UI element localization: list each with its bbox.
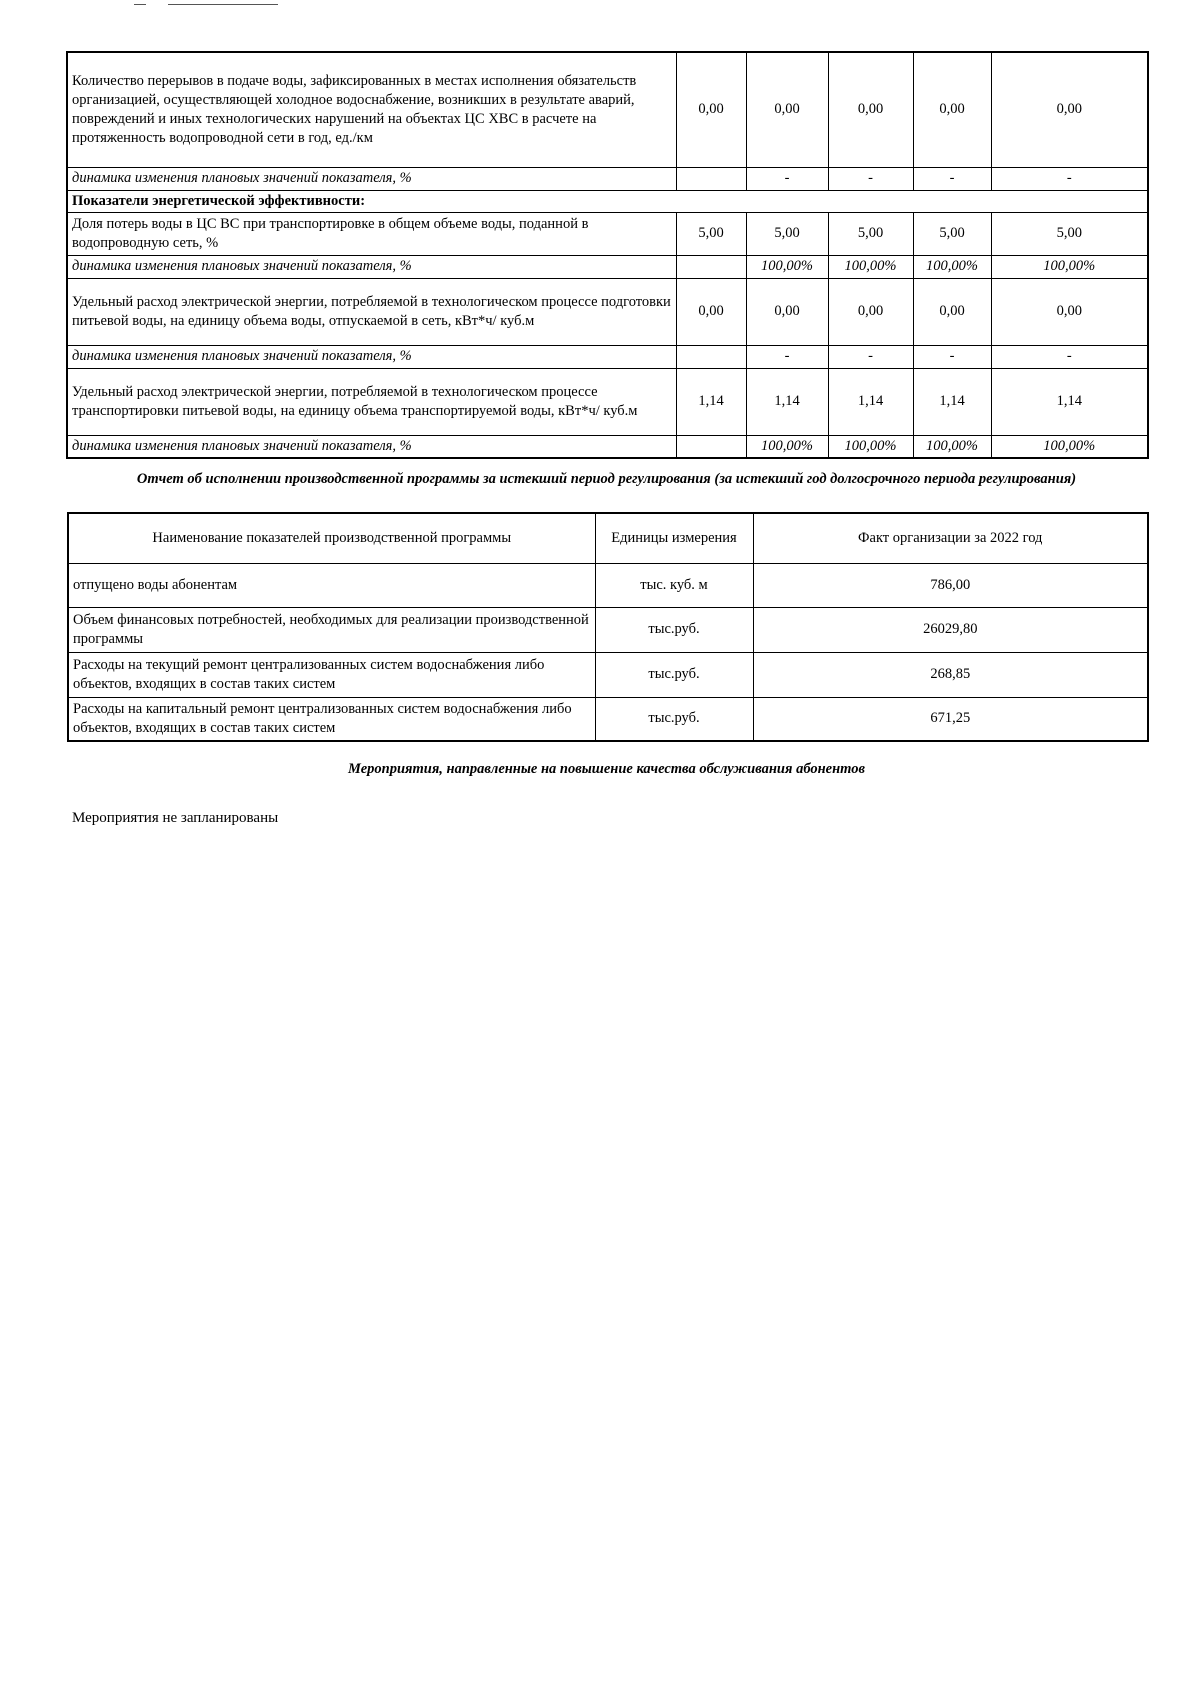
dynamics-label: динамика изменения плановых значений показателя, % (67, 345, 676, 368)
table-row (67, 52, 1148, 167)
dynamics-value: - (746, 167, 828, 190)
indicator-label: Удельный расход электрической энергии, потребляемой в технологическом процессе подготовки питьевой воды, на единицу объема воды, отпускаемой в сеть, кВт*ч/ куб.м (67, 278, 676, 345)
dynamics-value: 100,00% (991, 435, 1148, 458)
indicators-table (66, 51, 1149, 459)
table-header-row (68, 513, 1148, 563)
fact-value: 268,85 (753, 652, 1148, 697)
indicator-label: Доля потерь воды в ЦС ВС при транспортировке в общем объеме воды, поданной в водопроводную сеть, % (67, 212, 676, 255)
indicator-name: Объем финансовых потребностей, необходимых для реализации производственной программы (68, 607, 595, 652)
unit-cell: тыс. куб. м (595, 563, 753, 607)
unit-cell: тыс.руб. (595, 652, 753, 697)
indicator-value: 0,00 (913, 52, 991, 167)
indicator-value: 5,00 (828, 212, 913, 255)
fact-value: 671,25 (753, 697, 1148, 741)
table-row (67, 167, 1148, 190)
column-header-name: Наименование показателей производственной программы (68, 513, 595, 563)
indicator-value: 5,00 (676, 212, 746, 255)
indicator-value: 1,14 (913, 368, 991, 435)
unit-cell: тыс.руб. (595, 607, 753, 652)
column-header-unit: Единицы измерения (595, 513, 753, 563)
indicator-value: 1,14 (828, 368, 913, 435)
indicator-value: 0,00 (991, 278, 1148, 345)
indicator-value: 0,00 (991, 52, 1148, 167)
measures-text: Мероприятия не запланированы (72, 810, 279, 826)
report-heading: Отчет об исполнении производственной программы за истекший период регулирования (за истекший год долгосрочного периода регулирования) (136, 471, 1077, 487)
indicator-name: отпущено воды абонентам (68, 563, 595, 607)
dynamics-label: динамика изменения плановых значений показателя, % (67, 167, 676, 190)
indicator-value: 0,00 (828, 52, 913, 167)
indicator-value: 0,00 (746, 52, 828, 167)
table-row (67, 278, 1148, 345)
table-row (67, 212, 1148, 255)
table-row (67, 190, 1148, 212)
indicator-value: 1,14 (746, 368, 828, 435)
dynamics-value (676, 167, 746, 190)
dynamics-value: - (828, 345, 913, 368)
dynamics-value: 100,00% (913, 435, 991, 458)
dynamics-label: динамика изменения плановых значений показателя, % (67, 435, 676, 458)
indicator-label: Удельный расход электрической энергии, потребляемой в технологическом процессе транспортировки питьевой воды, на единицу объема транспортируемой воды, кВт*ч/ куб.м (67, 368, 676, 435)
dynamics-value: 100,00% (746, 435, 828, 458)
indicator-name: Расходы на капитальный ремонт централизованных систем водоснабжения либо объектов, входящих в состав таких систем (68, 697, 595, 741)
dynamics-value: - (913, 167, 991, 190)
dynamics-value: - (991, 167, 1148, 190)
dynamics-value (676, 435, 746, 458)
dynamics-value: 100,00% (746, 255, 828, 278)
dynamics-value: 100,00% (828, 435, 913, 458)
table-row (67, 345, 1148, 368)
indicator-value: 5,00 (913, 212, 991, 255)
fact-value: 786,00 (753, 563, 1148, 607)
indicator-value: 0,00 (828, 278, 913, 345)
indicator-label: Количество перерывов в подаче воды, зафиксированных в местах исполнения обязательств организацией, осуществляющей холодное водоснабжение, возникших в результате аварий, повреждений и иных технологических нарушений на объектах ЦС ХВС в расчете на протяженность водопроводной сети в год, ед./км (67, 52, 676, 167)
dynamics-label: динамика изменения плановых значений показателя, % (67, 255, 676, 278)
indicator-value: 5,00 (991, 212, 1148, 255)
table-row (67, 368, 1148, 435)
indicator-value: 0,00 (746, 278, 828, 345)
dynamics-value: - (746, 345, 828, 368)
table-row (68, 652, 1148, 697)
indicator-value: 1,14 (991, 368, 1148, 435)
fact-value: 26029,80 (753, 607, 1148, 652)
table-row (68, 563, 1148, 607)
table-row (68, 697, 1148, 741)
dynamics-value (676, 345, 746, 368)
dynamics-value: - (828, 167, 913, 190)
scan-artifact (134, 4, 146, 5)
column-header-fact: Факт организации за 2022 год (753, 513, 1148, 563)
section-heading: Показатели энергетической эффективности: (67, 190, 1148, 212)
table-row (67, 435, 1148, 458)
indicator-value: 0,00 (676, 52, 746, 167)
dynamics-value: 100,00% (991, 255, 1148, 278)
dynamics-value: - (991, 345, 1148, 368)
table-row (67, 255, 1148, 278)
indicator-value: 5,00 (746, 212, 828, 255)
table-row (68, 607, 1148, 652)
dynamics-value: 100,00% (913, 255, 991, 278)
production-program-report-table (67, 512, 1149, 742)
dynamics-value (676, 255, 746, 278)
scan-artifact (168, 4, 278, 5)
measures-heading: Мероприятия, направленные на повышение качества обслуживания абонентов (348, 761, 865, 777)
dynamics-value: - (913, 345, 991, 368)
dynamics-value: 100,00% (828, 255, 913, 278)
indicator-value: 1,14 (676, 368, 746, 435)
indicator-value: 0,00 (913, 278, 991, 345)
unit-cell: тыс.руб. (595, 697, 753, 741)
indicator-value: 0,00 (676, 278, 746, 345)
indicator-name: Расходы на текущий ремонт централизованных систем водоснабжения либо объектов, входящих в состав таких систем (68, 652, 595, 697)
